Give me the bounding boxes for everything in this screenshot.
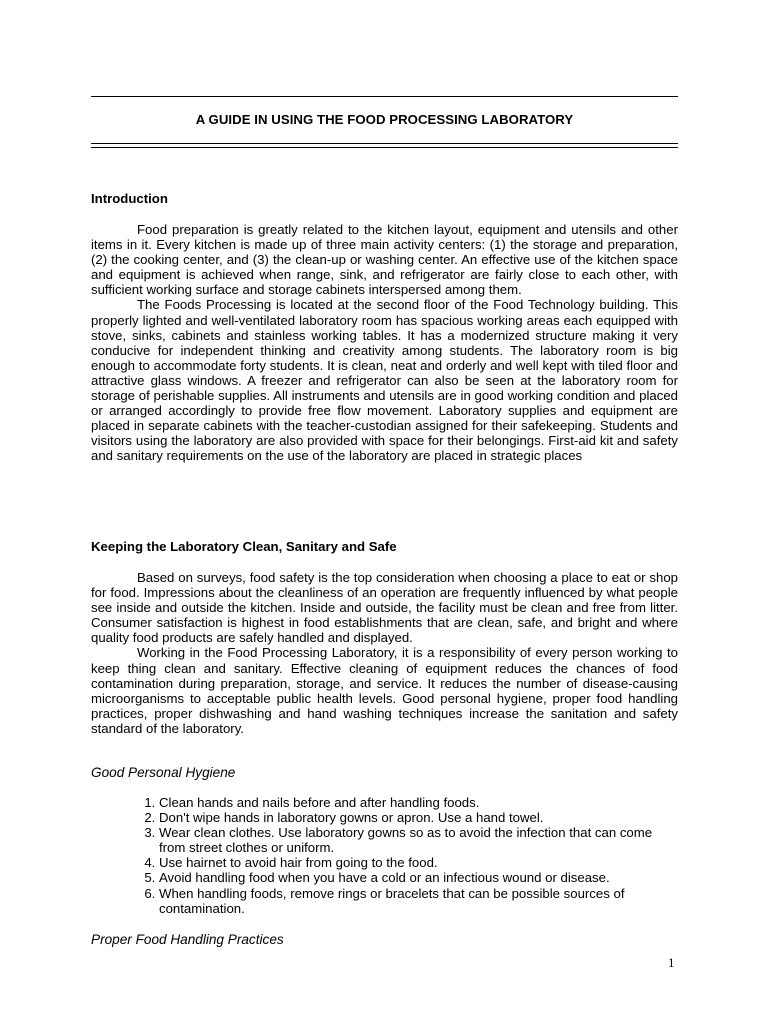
list-item: 5. Avoid handling food when you have a cold or an infectious wound or disease.: [159, 870, 678, 885]
hygiene-list: [91, 795, 678, 916]
paragraph: Food preparation is greatly related to the kitchen layout, equipment and utensils and other items in it. Every kitchen is made up of three main activity centers: (1) the storage and preparation, (2) the cooking center, and (3) the clean-up or washing center. An effective use of the kitchen space and equipment is achieved when range, sink, and refrigerator are fairly close to each other, with sufficient working surface and storage cabinets interspersed among them.: [91, 222, 678, 298]
top-rule: [91, 96, 678, 97]
handling-heading: Proper Food Handling Practices: [91, 932, 284, 947]
page-number: 1: [668, 955, 675, 970]
paragraph: The Foods Processing is located at the second floor of the Food Technology building. This properly lighted and well-ventilated laboratory room has spacious working areas each equipped with stove, sinks, cabinets and stainless working tables. It has a modernized structure making it very conducive for independent thinking and creativity among students. The laboratory room is big enough to accommodate forty students. It is clean, neat and orderly and well kept with tiled floor and attractive glass windows. A freezer and refrigerator can also be seen at the laboratory room for storage of perishable supplies. All instruments and utensils are in good working condition and placed or arranged accordingly to provide free flow movement. Laboratory supplies and equipment are placed in separate cabinets with the teacher-custodian assigned for their safekeeping. Students and visitors using the laboratory are also provided with space for their belongings. First-aid kit and safety and sanitary requirements on the use of the laboratory are placed in strategic places: [91, 297, 678, 464]
paragraph: Based on surveys, food safety is the top consideration when choosing a place to eat or shop for food. Impressions about the cleanliness of an operation are frequently influenced by what people see inside and outside the kitchen. Inside and outside, the facility must be clean and free from litter. Consumer satisfaction is highest in food establishments that are clean, safe, and bright and where quality food products are safely handled and displayed.: [91, 570, 678, 646]
list-item: 6. When handling foods, remove rings or bracelets that can be possible sources of contamination.: [159, 886, 678, 916]
keeping-body: [91, 570, 678, 736]
keeping-heading: Keeping the Laboratory Clean, Sanitary and Safe: [91, 539, 397, 554]
list-item: 4. Use hairnet to avoid hair from going to the food.: [159, 855, 678, 870]
list-item: 1. Clean hands and nails before and after handling foods.: [159, 795, 678, 810]
introduction-heading: Introduction: [91, 191, 168, 206]
list-item: 3. Wear clean clothes. Use laboratory gowns so as to avoid the infection that can come from street clothes or uniform.: [159, 825, 678, 855]
double-rule: [91, 143, 678, 148]
document-title: A GUIDE IN USING THE FOOD PROCESSING LABORATORY: [195, 112, 574, 127]
list-item: 2. Don't wipe hands in laboratory gowns or apron. Use a hand towel.: [159, 810, 678, 825]
hygiene-heading: Good Personal Hygiene: [91, 765, 236, 780]
paragraph: Working in the Food Processing Laboratory, it is a responsibility of every person working to keep thing clean and sanitary. Effective cleaning of equipment reduces the chances of food contamination during preparation, storage, and service. It reduces the number of disease-causing microorganisms to acceptable public health levels. Good personal hygiene, proper food handling practices, proper dishwashing and hand washing techniques increase the sanitation and safety standard of the laboratory.: [91, 645, 678, 736]
introduction-body: [91, 222, 678, 464]
